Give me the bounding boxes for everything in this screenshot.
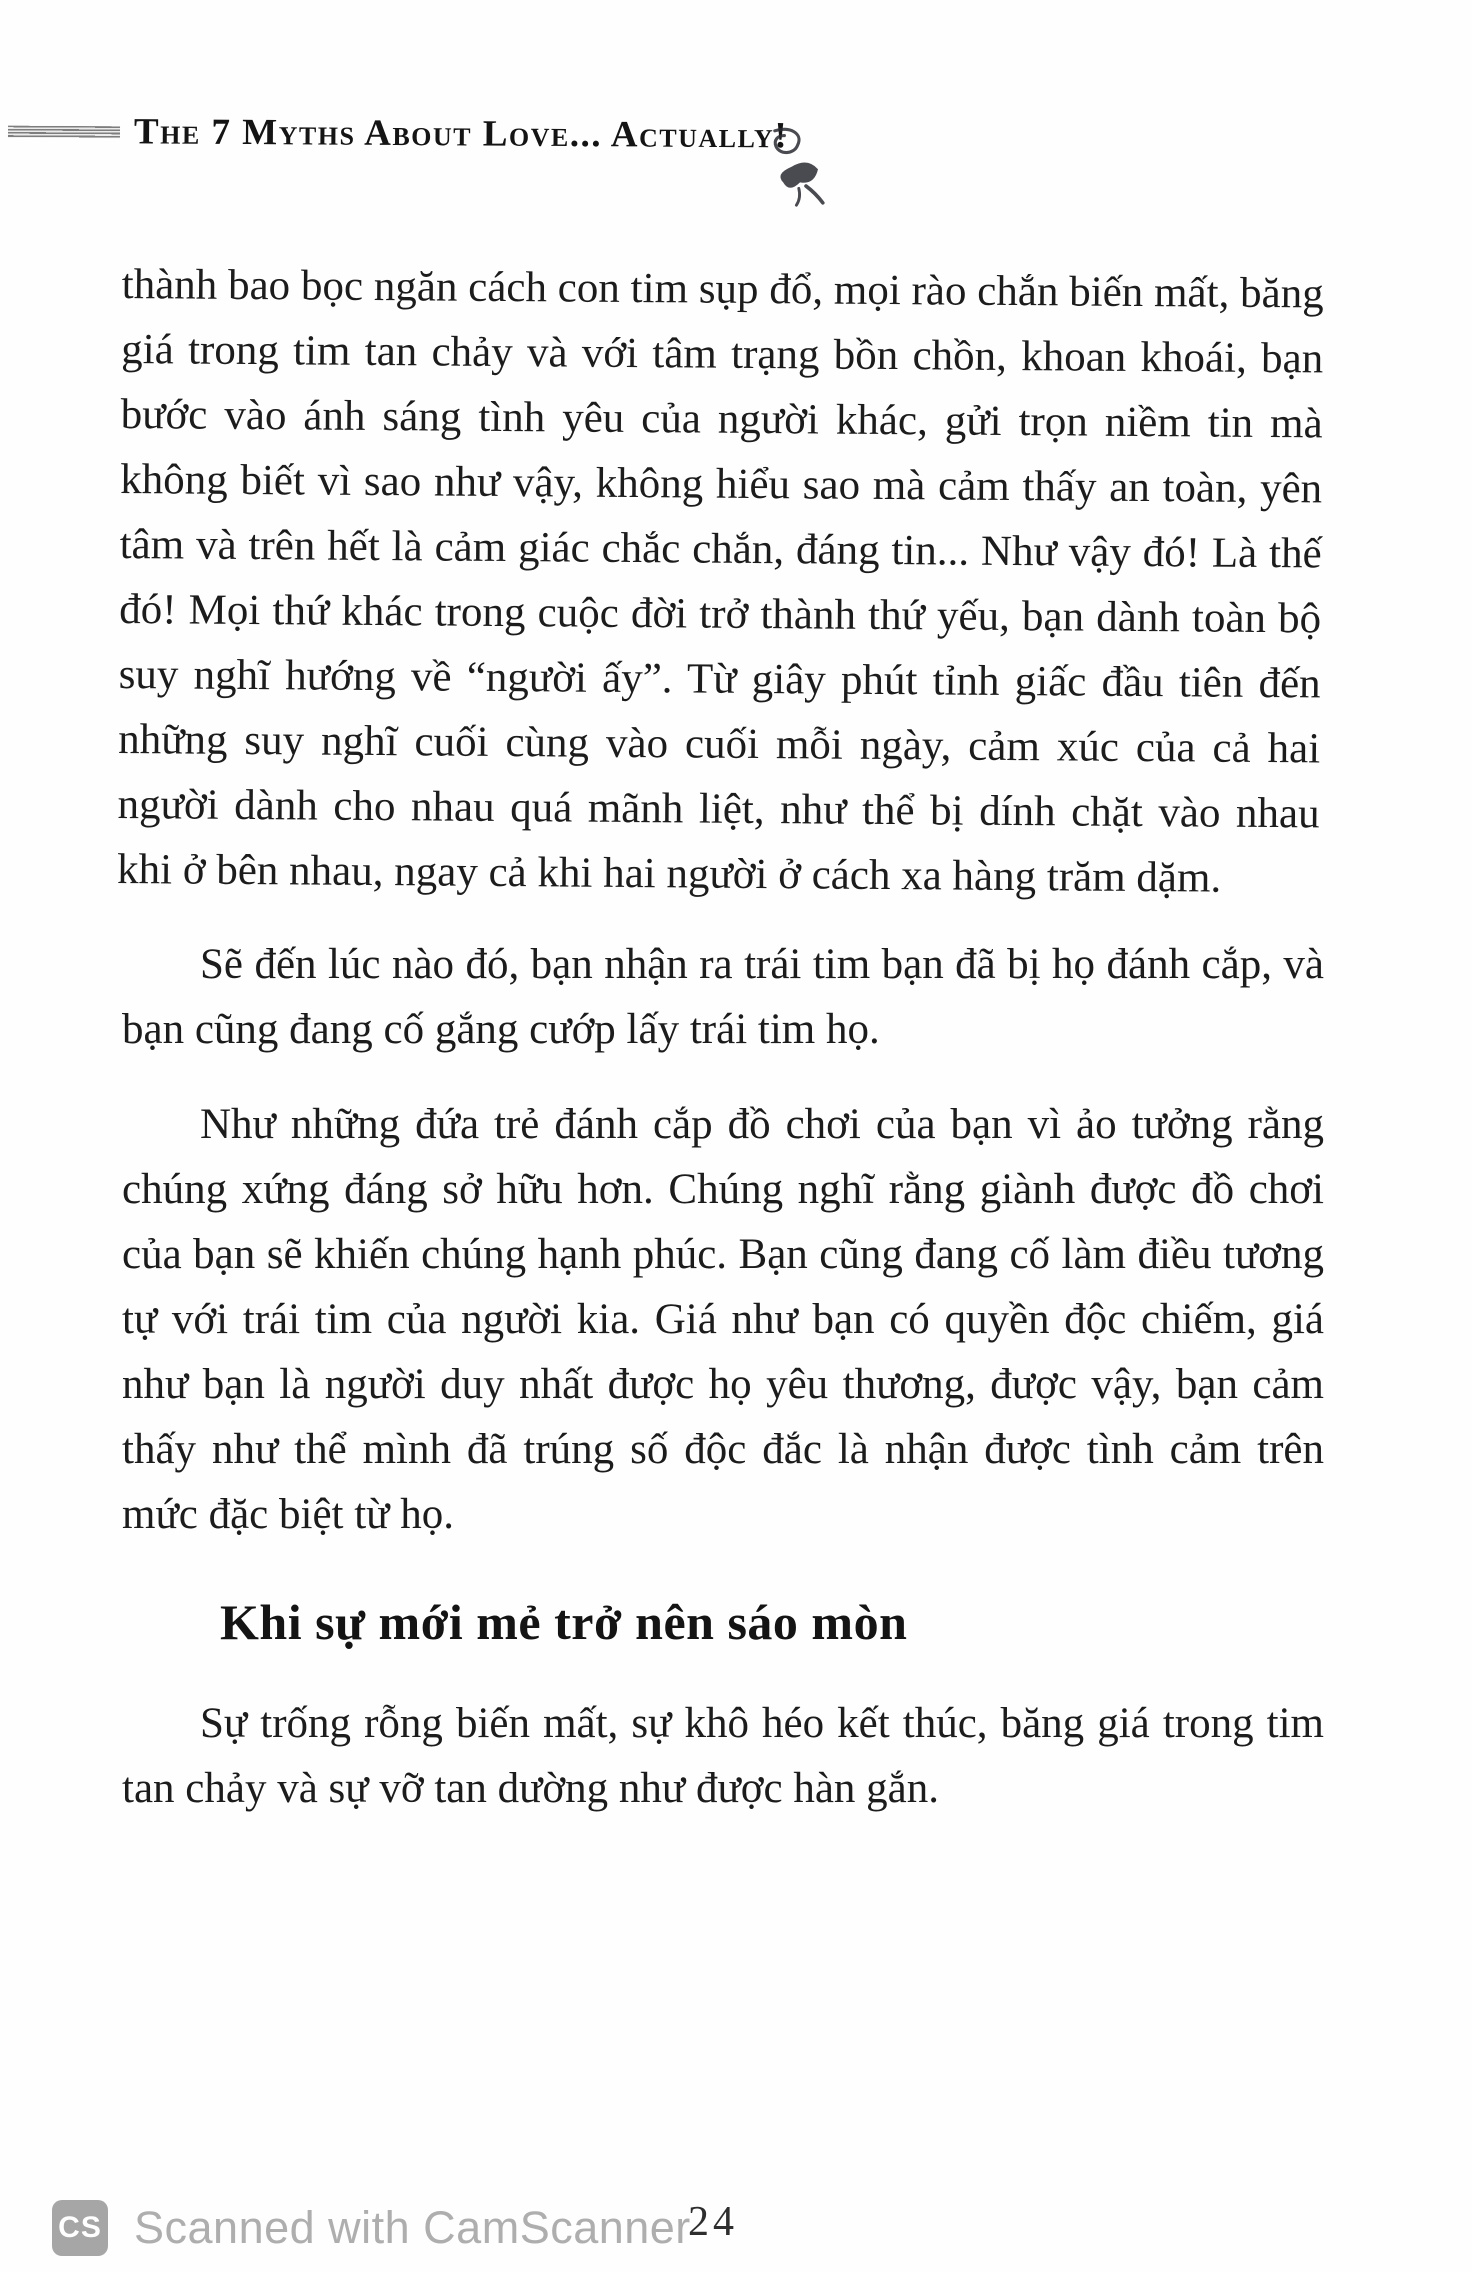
ink-smudge-icon	[758, 126, 830, 210]
paragraph-4: Sự trống rỗng biến mất, sự khô héo kết thúc, băng giá trong tim tan chảy và sự vỡ tan dường như được hàn gắn.	[122, 1700, 1324, 1812]
camscanner-label: Scanned with CamScanner	[134, 2202, 691, 2253]
header-rule-decoration	[8, 125, 120, 138]
paragraph-2: Sẽ đến lúc nào đó, bạn nhận ra trái tim bạn đã bị họ đánh cắp, và bạn cũng đang cố gắng cướp lấy trái tim họ.	[122, 941, 1324, 1053]
page-header	[8, 110, 788, 158]
camscanner-footer	[52, 2200, 691, 2256]
section-heading: Khi sự mới mẻ trở nên sáo mòn	[220, 1594, 908, 1650]
paragraph-1: thành bao bọc ngăn cách con tim sụp đổ, mọi rào chắn biến mất, băng giá trong tim tan chảy và với tâm trạng bồn chồn, khoan khoái, bạn bước vào ánh sáng tình yêu của người khác, gửi trọn niềm tin mà không biết vì sao như vậy, không hiểu sao mà cảm thấy an toàn, yên tâm và trên hết là cảm giác chắc chắn, đáng tin... Như vậy đó! Là thế đó! Mọi thứ khác trong cuộc đời trở thành thứ yếu, bạn dành toàn bộ suy nghĩ hướng về “người ấy”. Từ giây phút tỉnh giấc đầu tiên đến những suy nghĩ cuối cùng vào cuối mỗi ngày, cảm xúc của cả hai người dành cho nhau quá mãnh liệt, như thể bị dính chặt vào nhau khi ở bên nhau, ngay cả khi hai người ở cách xa hàng trăm dặm.	[116, 260, 1324, 902]
running-title: The 7 Myths About Love... Actually!	[133, 111, 789, 157]
camscanner-logo-text: CS	[58, 2211, 102, 2244]
page-body	[116, 252, 1324, 1851]
page-number: 24	[688, 2199, 738, 2245]
paragraph-3: Như những đứa trẻ đánh cắp đồ chơi của bạn vì ảo tưởng rằng chúng xứng đáng sở hữu hơn. Chúng nghĩ rằng giành được đồ chơi của bạn sẽ khiến chúng hạnh phúc. Bạn cũng đang cố làm điều tương tự với trái tim của người kia. Giá như bạn có quyền độc chiếm, giá như bạn là người duy nhất được họ yêu thương, được vậy, bạn cảm thấy như thể mình đã trúng số độc đắc là nhận được tình cảm trên mức đặc biệt từ họ.	[122, 1101, 1324, 1538]
camscanner-logo-icon	[52, 2200, 108, 2256]
